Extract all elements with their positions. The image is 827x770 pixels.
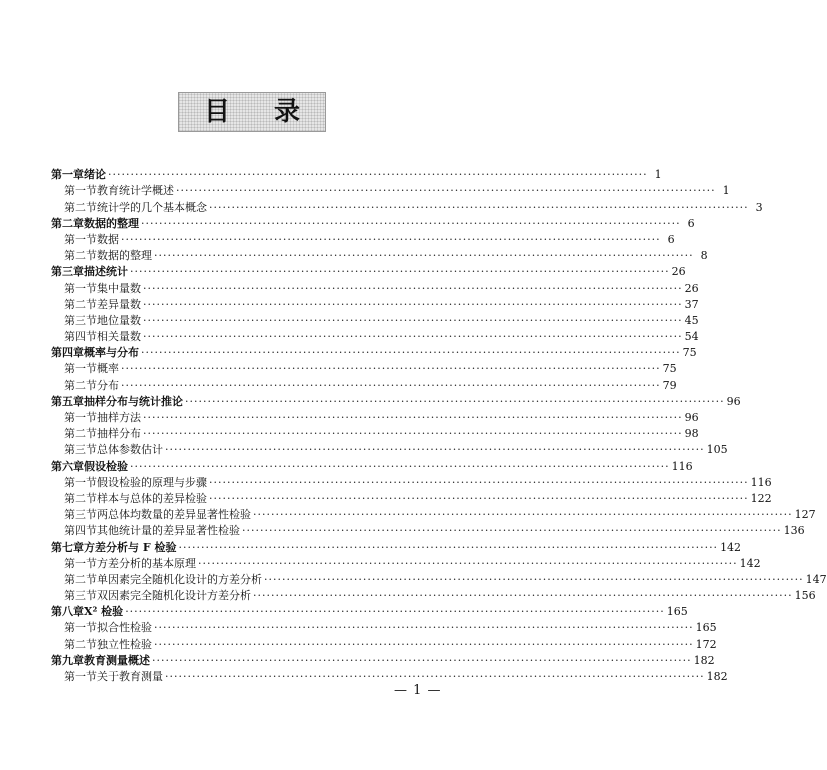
toc-entry-page: 45 bbox=[684, 313, 699, 327]
toc-entry-page: 116 bbox=[671, 459, 693, 473]
page-number-footer: — 1 — bbox=[394, 683, 442, 698]
toc-leader-dots: ························································································································ bbox=[154, 637, 694, 651]
toc-entry-page: 54 bbox=[684, 330, 699, 344]
toc-chapter-row bbox=[51, 539, 742, 555]
toc-leader-dots: ························································································································ bbox=[198, 556, 738, 570]
toc-entry-title: 方差分析的基本原理 bbox=[97, 556, 196, 570]
toc-entry-page: 96 bbox=[684, 411, 699, 424]
toc-entry-number: 第二节 bbox=[64, 200, 97, 214]
toc-entry-title: 抽样分布与统计推论 bbox=[84, 394, 183, 408]
toc-leader-dots: ························································································································ bbox=[209, 491, 749, 505]
toc-leader-dots: ························································································································ bbox=[154, 249, 694, 263]
toc-entry-title: 单因素完全随机化设计的方差分析 bbox=[97, 572, 262, 586]
toc-entry-number: 第一节 bbox=[64, 184, 97, 198]
toc-entry-title: 假设检验 bbox=[84, 459, 128, 473]
toc-entry-page: 156 bbox=[794, 589, 816, 603]
toc-entry-title: 差异量数 bbox=[97, 297, 141, 311]
toc-leader-dots: ························································································································ bbox=[185, 394, 725, 408]
toc-entry-title: 教育测量概述 bbox=[84, 653, 150, 667]
toc-entry-title: 抽样方法 bbox=[97, 411, 141, 424]
toc-chapter-row bbox=[51, 394, 741, 410]
toc-title-box bbox=[178, 92, 326, 132]
toc-section-row bbox=[51, 377, 677, 393]
toc-entry-number: 第三节 bbox=[64, 443, 97, 457]
toc-entry-page: 96 bbox=[726, 394, 741, 408]
toc-entry-number: 第二节 bbox=[64, 572, 97, 586]
toc-entry-title: 假设检验的原理与步骤 bbox=[97, 475, 207, 489]
toc-entry-number: 第一节 bbox=[64, 411, 97, 424]
toc-entry-number: 第二节 bbox=[64, 249, 97, 263]
toc-section-row bbox=[51, 313, 699, 329]
toc-entry-page: 26 bbox=[684, 281, 699, 295]
toc-entry-page: 1 bbox=[722, 184, 730, 198]
toc-entry-page: 37 bbox=[684, 297, 699, 311]
toc-entry-title: 教育统计学概述 bbox=[97, 184, 174, 198]
toc-entry-title: 绪论 bbox=[84, 168, 106, 182]
toc-section-row bbox=[51, 572, 827, 588]
toc-entry-page: 79 bbox=[662, 378, 677, 392]
toc-entry-number: 第一节 bbox=[64, 475, 97, 489]
toc-chapter-row bbox=[51, 167, 662, 183]
toc-leader-dots: ························································································································ bbox=[108, 168, 648, 182]
toc-section-row bbox=[51, 329, 699, 345]
toc-entry-page: 8 bbox=[700, 249, 708, 263]
toc-section-row bbox=[51, 507, 816, 523]
toc-entry-title: 其他统计量的差异显著性检验 bbox=[97, 524, 240, 538]
toc-entry-title: 概率与分布 bbox=[84, 346, 139, 360]
toc-leader-dots: ························································································································ bbox=[143, 281, 683, 295]
toc-entry-number: 第一节 bbox=[64, 281, 97, 295]
toc-chapter-row bbox=[51, 216, 695, 232]
toc-entry-page: 172 bbox=[695, 637, 717, 651]
toc-entry-title: 总体参数估计 bbox=[97, 443, 163, 457]
toc-entry-title: 地位量数 bbox=[97, 313, 141, 327]
toc-chapter-row bbox=[51, 604, 688, 620]
toc-leader-dots: ························································································································ bbox=[141, 216, 681, 230]
toc-section-row bbox=[51, 232, 675, 248]
toc-leader-dots: ························································································································ bbox=[253, 508, 793, 522]
toc-entry-number: 第二节 bbox=[64, 491, 97, 505]
toc-leader-dots: ························································································································ bbox=[176, 184, 716, 198]
toc-leader-dots: ························································································································ bbox=[242, 524, 782, 538]
toc-leader-dots: ························································································································ bbox=[143, 297, 683, 311]
toc-chapter-row bbox=[51, 264, 686, 280]
toc-entry-number: 第一章 bbox=[51, 168, 84, 182]
toc-leader-dots: ························································································································ bbox=[264, 572, 804, 586]
toc-entry-page: 127 bbox=[794, 508, 816, 522]
toc-leader-dots: ························································································································ bbox=[209, 200, 749, 214]
toc-section-row bbox=[51, 491, 772, 507]
toc-leader-dots: ························································································································ bbox=[253, 589, 793, 603]
toc-entry-title: 两总体均数量的差异显著性检验 bbox=[97, 508, 251, 522]
toc-leader-dots: ························································································································ bbox=[143, 313, 683, 327]
toc-leader-dots: ························································································································ bbox=[154, 621, 694, 635]
toc-title-char-1: 目 bbox=[203, 97, 230, 127]
toc-entry-page: 182 bbox=[693, 653, 715, 667]
toc-entry-title: 拟合性检验 bbox=[97, 621, 152, 635]
toc-entry-page: 6 bbox=[687, 216, 695, 230]
toc-entry-title: 双因素完全随机化设计方差分析 bbox=[97, 589, 251, 603]
toc-entry-number: 第二章 bbox=[51, 216, 84, 230]
toc-entry-number: 第三节 bbox=[64, 508, 97, 522]
toc-leader-dots: ························································································································ bbox=[121, 232, 661, 246]
toc-leader-dots: ························································································································ bbox=[165, 670, 705, 683]
toc-entry-page: 165 bbox=[666, 605, 688, 619]
toc-entry-title: 数据的整理 bbox=[97, 249, 152, 263]
toc-entry-page: 142 bbox=[720, 540, 742, 554]
toc-entry-title: 集中量数 bbox=[97, 281, 141, 295]
toc-entry-page: 147 bbox=[805, 572, 827, 586]
toc-entry-title: X² 检验 bbox=[84, 605, 124, 619]
toc-entry-number: 第一节 bbox=[64, 232, 97, 246]
toc-section-row bbox=[51, 475, 772, 491]
toc-entry-number: 第六章 bbox=[51, 459, 84, 473]
toc-entry-number: 第七章 bbox=[51, 540, 84, 554]
toc-section-row bbox=[51, 248, 708, 264]
toc-leader-dots: ························································································································ bbox=[130, 459, 670, 473]
toc-leader-dots: ························································································································ bbox=[178, 540, 719, 554]
toc-entry-page: 26 bbox=[671, 265, 686, 279]
toc-entry-number: 第四章 bbox=[51, 346, 84, 360]
toc-entry-page: 136 bbox=[783, 524, 805, 538]
toc-entry-title: 方差分析与 F 检验 bbox=[84, 540, 177, 554]
toc-section-row bbox=[51, 199, 763, 215]
toc-entry-page: 142 bbox=[739, 556, 761, 570]
toc-entry-title: 关于教育测量 bbox=[97, 670, 163, 683]
toc-entry-number: 第八章 bbox=[51, 605, 84, 619]
toc-leader-dots: ························································································································ bbox=[130, 265, 670, 279]
toc-entry-number: 第二节 bbox=[64, 427, 97, 441]
toc-entry-page: 98 bbox=[684, 427, 699, 441]
toc-section-row bbox=[51, 588, 816, 604]
toc-entry-page: 122 bbox=[750, 491, 772, 505]
toc-entry-number: 第三节 bbox=[64, 313, 97, 327]
toc-entry-number: 第一节 bbox=[64, 362, 97, 376]
toc-chapter-row bbox=[51, 458, 693, 474]
toc-entry-title: 概率 bbox=[97, 362, 119, 376]
toc-section-row bbox=[51, 361, 677, 377]
toc-entry-number: 第一节 bbox=[64, 621, 97, 635]
toc-entry-title: 分布 bbox=[97, 378, 119, 392]
toc-entry-title: 数据 bbox=[97, 232, 119, 246]
toc-leader-dots: ························································································································ bbox=[125, 605, 665, 619]
toc-section-row bbox=[51, 620, 717, 636]
toc-entry-number: 第二节 bbox=[64, 378, 97, 392]
toc-leader-dots: ························································································································ bbox=[121, 362, 661, 376]
toc-leader-dots: ························································································································ bbox=[141, 346, 681, 360]
toc-entry-page: 105 bbox=[706, 443, 728, 457]
toc-chapter-row bbox=[51, 345, 697, 361]
toc-entry-page: 116 bbox=[750, 475, 772, 489]
toc-entry-number: 第九章 bbox=[51, 653, 84, 667]
toc-leader-dots: ························································································································ bbox=[165, 443, 705, 457]
toc-section-row bbox=[51, 183, 730, 199]
toc-entry-number: 第一节 bbox=[64, 670, 97, 683]
toc-entry-title: 描述统计 bbox=[84, 265, 128, 279]
toc-entry-page: 6 bbox=[667, 232, 675, 246]
toc-entry-page: 75 bbox=[662, 362, 677, 376]
toc-entry-title: 样本与总体的差异检验 bbox=[97, 491, 207, 505]
toc-entry-number: 第二节 bbox=[64, 297, 97, 311]
toc-section-row bbox=[51, 523, 805, 539]
toc-leader-dots: ························································································································ bbox=[143, 411, 683, 424]
toc-section-row bbox=[51, 556, 761, 572]
toc-entry-title: 相关量数 bbox=[97, 330, 141, 344]
toc-entry-number: 第一节 bbox=[64, 556, 97, 570]
toc-entry-title: 统计学的几个基本概念 bbox=[97, 200, 207, 214]
toc-entry-page: 75 bbox=[682, 346, 697, 360]
toc-entry-number: 第二节 bbox=[64, 637, 97, 651]
toc-section-row bbox=[51, 280, 699, 296]
toc-entry-page: 3 bbox=[755, 200, 763, 214]
toc-chapter-row bbox=[51, 653, 715, 669]
toc-leader-dots: ························································································································ bbox=[143, 330, 683, 344]
table-of-contents bbox=[51, 167, 827, 685]
toc-entry-page: 182 bbox=[706, 670, 728, 683]
toc-entry-title: 抽样分布 bbox=[97, 427, 141, 441]
toc-leader-dots: ························································································································ bbox=[121, 378, 661, 392]
toc-title-char-2: 录 bbox=[274, 97, 301, 127]
toc-leader-dots: ························································································································ bbox=[143, 427, 683, 441]
toc-entry-title: 数据的整理 bbox=[84, 216, 139, 230]
toc-entry-number: 第五章 bbox=[51, 394, 84, 408]
toc-entry-number: 第四节 bbox=[64, 330, 97, 344]
toc-section-row bbox=[51, 297, 699, 313]
toc-section-row bbox=[51, 410, 699, 426]
toc-section-row bbox=[51, 426, 699, 442]
toc-leader-dots: ························································································································ bbox=[152, 653, 692, 667]
toc-entry-page: 165 bbox=[695, 621, 717, 635]
toc-entry-number: 第三节 bbox=[64, 589, 97, 603]
toc-entry-title: 独立性检验 bbox=[97, 637, 152, 651]
toc-leader-dots: ························································································································ bbox=[209, 475, 749, 489]
toc-entry-number: 第四节 bbox=[64, 524, 97, 538]
toc-entry-page: 1 bbox=[654, 168, 662, 182]
toc-section-row bbox=[51, 442, 728, 458]
toc-entry-number: 第三章 bbox=[51, 265, 84, 279]
toc-section-row bbox=[51, 636, 717, 652]
